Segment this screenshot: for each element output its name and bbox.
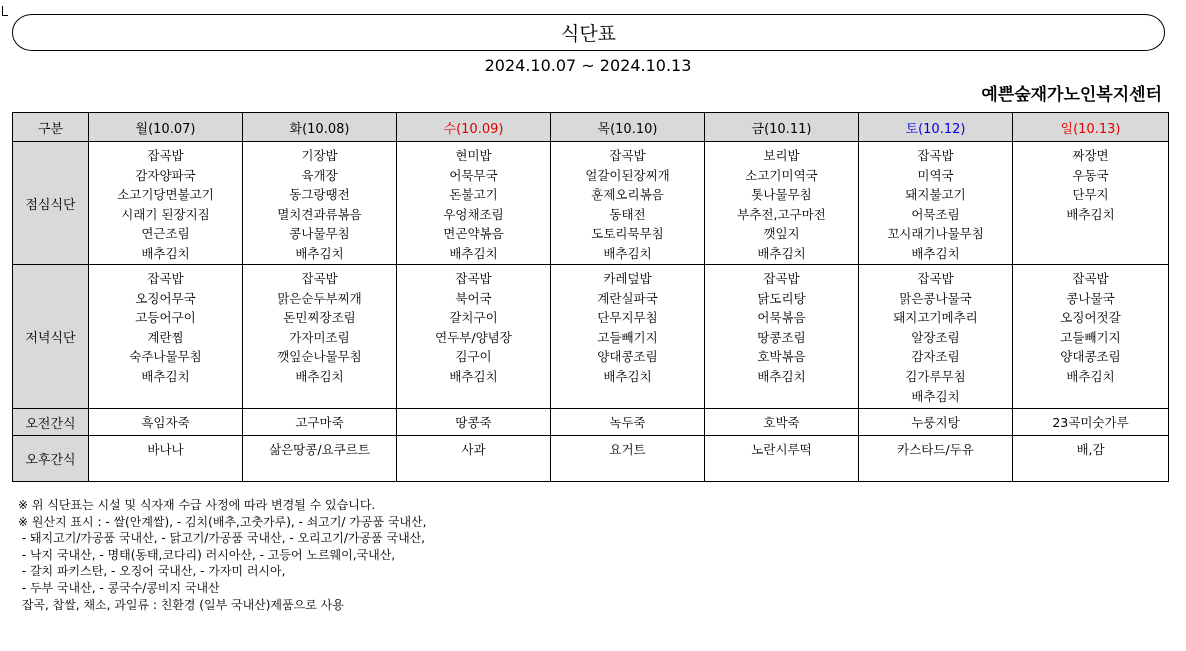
menu-item: 사과 (461, 442, 486, 457)
menu-item: 고구마죽 (295, 415, 344, 430)
menu-item: 보리밥 (763, 148, 800, 163)
menu-cell (859, 265, 1013, 409)
menu-item: 배추김치 (141, 245, 190, 261)
menu-item: 어묵볶음 (757, 310, 806, 326)
menu-item: 계란찜 (147, 329, 184, 345)
menu-item: 깻잎지 (763, 226, 800, 242)
menu-item: 배추김치 (911, 388, 960, 404)
menu-cell (243, 142, 397, 265)
note-line: - 갈치 파키스탄, - 오징어 국내산, - 가자미 러시아, (18, 564, 286, 579)
menu-item: 숙주나물무침 (129, 349, 202, 365)
menu-item: 배추김치 (757, 368, 806, 384)
day-header-mon: 월(10.07) (89, 113, 243, 142)
menu-item: 감자조림 (911, 349, 960, 365)
day-header-sun: 일(10.13) (1013, 113, 1169, 142)
menu-item: 돈불고기 (449, 187, 498, 203)
menu-item: 계란실파국 (597, 290, 658, 306)
menu-item: 잡곡밥 (1072, 271, 1109, 286)
menu-item: 어묵무국 (449, 167, 498, 183)
day-header-sat: 토(10.12) (859, 113, 1013, 142)
menu-item: 콩나물국 (1066, 290, 1115, 306)
menu-item: 카스타드/두유 (897, 442, 974, 457)
menu-item: 연근조림 (141, 226, 190, 242)
menu-item: 김가루무침 (905, 368, 966, 384)
menu-item: 가자미조림 (289, 329, 350, 345)
menu-item: 콩나물무침 (289, 226, 350, 242)
menu-item: 면곤약볶음 (443, 226, 504, 242)
dinner-row (13, 265, 1169, 409)
menu-item: 녹두죽 (609, 415, 646, 430)
notes-section (18, 497, 426, 613)
menu-item: 고들빼기지 (597, 329, 658, 345)
note-line: - 돼지고기/가공품 국내산, - 닭고기/가공품 국내산, - 오리고기/가공품 국내산, (18, 531, 426, 546)
menu-item: 오징어무국 (135, 290, 196, 306)
menu-item: 바나나 (147, 442, 184, 457)
menu-item: 돼지불고기 (905, 187, 966, 203)
menu-item: 돼지고기메추리 (893, 310, 978, 326)
title-banner (12, 14, 1165, 51)
table-header-row (13, 113, 1169, 142)
menu-cell (397, 409, 551, 436)
menu-item: 감자양파국 (135, 167, 196, 183)
menu-item: 양대콩조림 (597, 349, 658, 365)
menu-item: 톳나물무침 (751, 187, 812, 203)
menu-item: 훈제오리볶음 (591, 187, 664, 203)
menu-cell (551, 409, 705, 436)
menu-item: 땅콩조림 (757, 329, 806, 345)
menu-item: 잡곡밥 (917, 148, 954, 163)
menu-item: 잡곡밥 (455, 271, 492, 286)
menu-cell (397, 436, 551, 482)
menu-item: 땅콩죽 (455, 415, 492, 430)
menu-item: 어묵조림 (911, 206, 960, 222)
menu-cell (89, 409, 243, 436)
menu-cell (243, 409, 397, 436)
menu-cell (859, 409, 1013, 436)
menu-item: 배추김치 (295, 245, 344, 261)
menu-item: 양대콩조림 (1060, 349, 1121, 365)
menu-cell (243, 436, 397, 482)
menu-item: 카레덮밥 (603, 271, 652, 286)
menu-item: 동태전 (609, 206, 646, 222)
menu-item: 단무지 (1072, 187, 1109, 203)
menu-cell (705, 409, 859, 436)
menu-item: 잡곡밥 (301, 271, 338, 286)
menu-item: 배추김치 (449, 368, 498, 384)
row-label: 오전간식 (13, 409, 89, 436)
menu-item: 맑은순두부찌개 (277, 290, 362, 306)
menu-cell (551, 142, 705, 265)
menu-table-body (13, 142, 1169, 482)
menu-item: 우엉채조림 (443, 206, 504, 222)
menu-period: 2024.10.07 ~ 2024.10.13 (484, 56, 692, 75)
menu-item: 배,감 (1076, 442, 1105, 457)
menu-cell (859, 142, 1013, 265)
menu-cell (1013, 436, 1169, 482)
morning-snack-row (13, 409, 1169, 436)
menu-item: 고등어구이 (135, 310, 196, 326)
menu-item: 닭도리탕 (757, 290, 806, 306)
menu-item: 단무지무침 (597, 310, 658, 326)
menu-item: 고들빼기지 (1060, 329, 1121, 345)
menu-cell (397, 142, 551, 265)
menu-item: 돈민찌장조림 (283, 310, 356, 326)
menu-cell (1013, 142, 1169, 265)
menu-item: 잡곡밥 (763, 271, 800, 286)
menu-cell (1013, 265, 1169, 409)
menu-cell (243, 265, 397, 409)
menu-cell (1013, 409, 1169, 436)
menu-item: 배추김치 (603, 368, 652, 384)
note-line: - 낙지 국내산, - 명태(동태,코다리) 러시아산, - 고등어 노르웨이,국내산, (18, 547, 396, 562)
menu-item: 23곡미숫가루 (1052, 415, 1129, 430)
note-line: ※ 위 식단표는 시설 및 식자재 수급 사정에 따라 변경될 수 있습니다. (18, 498, 376, 512)
note-line: ※ 원산지 표시 : - 쌀(안계쌀), - 김치(배추,고춧가루), - 쇠고기/ 가공품 국내산, (18, 514, 427, 529)
menu-cell (89, 142, 243, 265)
menu-item: 요거트 (609, 442, 646, 457)
note-line: - 두부 국내산, - 콩국수/콩비지 국내산 (18, 580, 220, 595)
day-header-wed: 수(10.09) (397, 113, 551, 142)
menu-item: 알장조림 (911, 329, 960, 345)
menu-item: 배추김치 (757, 245, 806, 261)
day-header-thu: 목(10.10) (551, 113, 705, 142)
menu-item: 잡곡밥 (147, 148, 184, 163)
menu-item: 부추전,고구마전 (737, 206, 826, 222)
menu-cell (705, 142, 859, 265)
menu-item: 현미밥 (455, 148, 492, 163)
menu-cell (551, 436, 705, 482)
menu-cell (551, 265, 705, 409)
menu-item: 배추김치 (295, 368, 344, 384)
menu-item: 오징어젓갈 (1060, 310, 1121, 326)
menu-item: 배추김치 (449, 245, 498, 261)
menu-item: 호박죽 (763, 415, 800, 430)
menu-cell (89, 265, 243, 409)
menu-item: 기장밥 (301, 148, 338, 163)
row-label: 저녁식단 (13, 265, 89, 409)
menu-cell (705, 265, 859, 409)
afternoon-snack-row (13, 436, 1169, 482)
menu-item: 배추김치 (1066, 206, 1115, 222)
menu-item: 멸치견과류볶음 (277, 206, 362, 222)
lunch-row (13, 142, 1169, 265)
day-header-fri: 금(10.11) (705, 113, 859, 142)
menu-item: 짜장면 (1072, 148, 1109, 163)
menu-item: 배추김치 (1066, 368, 1115, 384)
row-label: 점심식단 (13, 142, 89, 265)
day-header-tue: 화(10.08) (243, 113, 397, 142)
menu-item: 우동국 (1072, 167, 1109, 183)
menu-cell (705, 436, 859, 482)
menu-item: 미역국 (917, 167, 954, 183)
menu-item: 얼갈이된장찌개 (585, 167, 670, 183)
page-corner-mark (2, 15, 8, 16)
menu-item: 깻잎순나물무침 (277, 349, 362, 365)
center-name: 예쁜숲재가노인복지센터 (981, 85, 1162, 105)
menu-item: 배추김치 (911, 245, 960, 261)
menu-item: 꼬시래기나물무침 (887, 226, 984, 242)
menu-item: 잡곡밥 (609, 148, 646, 163)
menu-cell (397, 265, 551, 409)
menu-item: 도토리묵무침 (591, 226, 664, 242)
note-line: 잡곡, 찹쌀, 채소, 과일류 : 친환경 (일부 국내산)제품으로 사용 (18, 597, 344, 612)
menu-item: 시래기 된장지짐 (121, 206, 210, 222)
menu-item: 북어국 (455, 290, 492, 306)
menu-item: 잡곡밥 (147, 271, 184, 286)
menu-cell (859, 436, 1013, 482)
menu-cell (89, 436, 243, 482)
menu-item: 맑은콩나물국 (899, 290, 972, 306)
menu-item: 김구이 (455, 349, 492, 365)
menu-item: 잡곡밥 (917, 271, 954, 286)
page-title: 식단표 (560, 23, 617, 45)
menu-item: 흑임자죽 (141, 415, 190, 430)
menu-item: 배추김치 (603, 245, 652, 261)
menu-item: 소고기미역국 (745, 167, 818, 183)
corner-header: 구분 (13, 113, 89, 142)
menu-item: 육개장 (301, 167, 338, 183)
menu-item: 갈치구이 (449, 310, 498, 326)
menu-item: 배추김치 (141, 368, 190, 384)
menu-item: 노란시루떡 (751, 442, 812, 457)
menu-item: 동그랑땡전 (289, 187, 350, 203)
menu-item: 소고기당면불고기 (117, 187, 214, 203)
menu-item: 누룽지탕 (911, 415, 960, 430)
menu-item: 삶은땅콩/요쿠르트 (269, 442, 370, 457)
row-label: 오후간식 (13, 436, 89, 482)
menu-item: 호박볶음 (757, 349, 806, 365)
menu-table (12, 112, 1169, 482)
menu-item: 연두부/양념장 (435, 329, 512, 345)
